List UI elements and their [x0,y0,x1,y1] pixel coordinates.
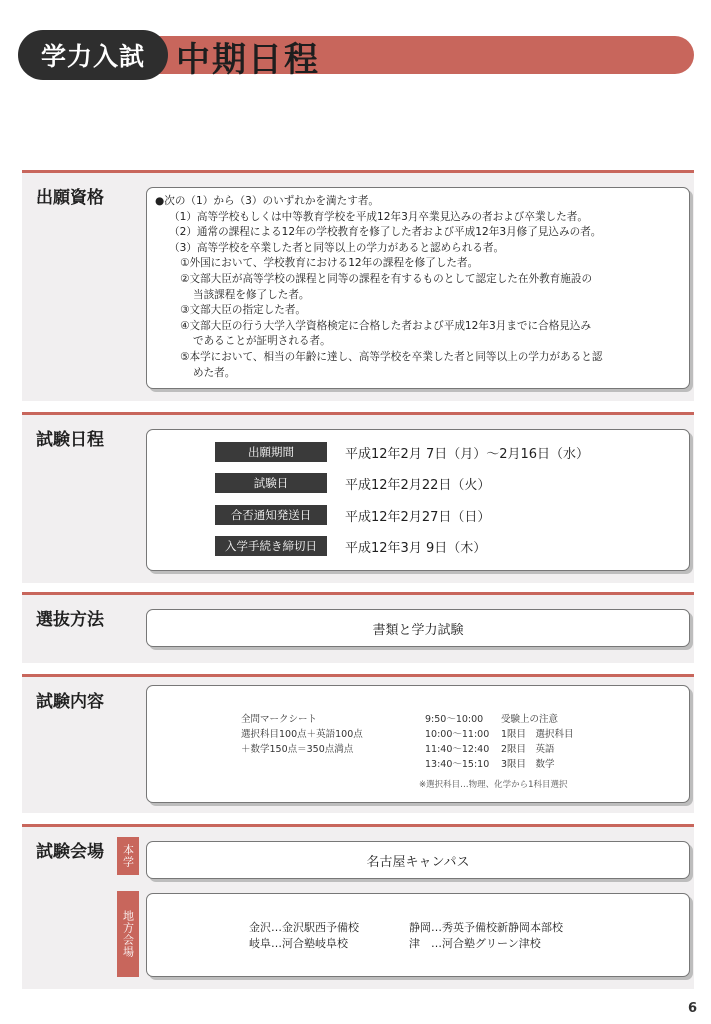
schedule-row [215,536,486,556]
schedule-row [215,473,490,493]
main-campus-tab: 本学 [117,837,139,875]
timetable-times [425,712,489,772]
eligibility-line: （3）高等学校を卒業した者と同等以上の学力があると認められる者。 [169,241,505,254]
header-category: 学力入試 [40,42,145,71]
scoring-text [241,712,363,757]
schedule-value: 平成12年2月27日（日） [345,509,491,525]
eligibility-line: ⑤本学において、相当の年齢に達し、高等学校を卒業した者と同等以上の学力があると認 [180,350,603,363]
main-venue-value: 名古屋キャンパス [366,854,470,870]
section-venue [22,824,694,989]
eligibility-line: ●次の（1）から（3）のいずれかを満たす者。 [155,195,380,207]
regional-venue: 岐阜…河合塾岐阜校 [249,937,348,950]
schedule-value: 平成12年2月 7日（月）〜2月16日（水） [345,446,590,462]
eligibility-line: ④文部大臣の行う大学入学資格検定に合格した者および平成12年3月までに合格見込み [180,319,592,332]
regional-venue-tab: 地方会場 [117,891,139,977]
page-header [18,30,696,80]
schedule-label: 試験日 [215,473,327,493]
regional-venue: 金沢…金沢駅西予備校 [249,921,359,934]
regional-venue-col-left [249,920,359,952]
time-slot: 11:40〜12:40 [425,744,490,755]
elective-note: ※選択科目…物理、化学から1科目選択 [419,780,568,790]
regional-venue-col-right [409,920,563,952]
schedule-label: 合否通知発送日 [215,505,327,525]
scoring-line: 選択科目100点＋英語100点 [241,729,363,740]
contents-box [146,685,690,803]
schedule-label: 入学手続き締切日 [215,536,327,556]
timetable-items [501,712,574,772]
regional-venue: 津 …河合塾グリーン津校 [409,937,541,950]
selection-value: 書類と学力試験 [372,622,464,638]
show-through-area [22,92,694,160]
scoring-line: ＋数学150点＝350点満点 [241,744,354,755]
selection-box [146,609,690,647]
section-schedule [22,412,694,583]
eligibility-line: ③文部大臣の指定した者。 [180,304,307,317]
time-item: 受験上の注意 [501,714,559,725]
regional-venue-box [146,893,690,977]
section-contents [22,674,694,813]
time-slot: 13:40〜15:10 [425,759,490,770]
eligibility-line: （1）高等学校もしくは中等教育学校を平成12年3月卒業見込みの者および卒業した者。 [169,210,588,223]
section-eligibility [22,170,694,401]
schedule-label: 出願期間 [215,442,327,462]
eligibility-line: であることが証明される者。 [193,335,331,348]
time-item: 1限目 選択科目 [501,729,574,740]
eligibility-line: 当該課程を修了した者。 [193,288,310,301]
main-venue-box [146,841,690,879]
eligibility-line: ②文部大臣が高等学校の課程と同等の課程を有するものとして認定した在外教育施設の [180,272,593,285]
section-label: 試験日程 [36,430,104,450]
section-selection [22,592,694,663]
section-label: 出願資格 [36,188,104,208]
eligibility-text [147,188,689,381]
time-slot: 9:50〜10:00 [425,714,484,725]
schedule-box [146,429,690,571]
time-item: 3限目 数学 [501,759,555,770]
regional-venue: 静岡…秀英予備校新静岡本部校 [409,921,563,934]
eligibility-line: めた者。 [193,366,236,379]
eligibility-line: （2）通常の課程による12年の学校教育を修了した者および平成12年3月修了見込みの者。 [169,226,602,239]
section-label: 選抜方法 [36,610,104,630]
header-category-pill [18,30,168,80]
time-slot: 10:00〜11:00 [425,729,490,740]
schedule-row [215,505,490,525]
schedule-value: 平成12年3月 9日（木） [345,540,487,556]
page-title: 中期日程 [176,40,320,80]
schedule-row [215,442,589,462]
scoring-line: 全問マークシート [241,714,318,725]
schedule-value: 平成12年2月22日（火） [345,477,491,493]
eligibility-line: ①外国において、学校教育における12年の課程を修了した者。 [180,257,479,270]
section-label: 試験内容 [36,692,104,712]
page-number: 6 [687,1001,697,1016]
section-label: 試験会場 [36,842,104,862]
time-item: 2限目 英語 [501,744,555,755]
eligibility-box [146,187,690,389]
